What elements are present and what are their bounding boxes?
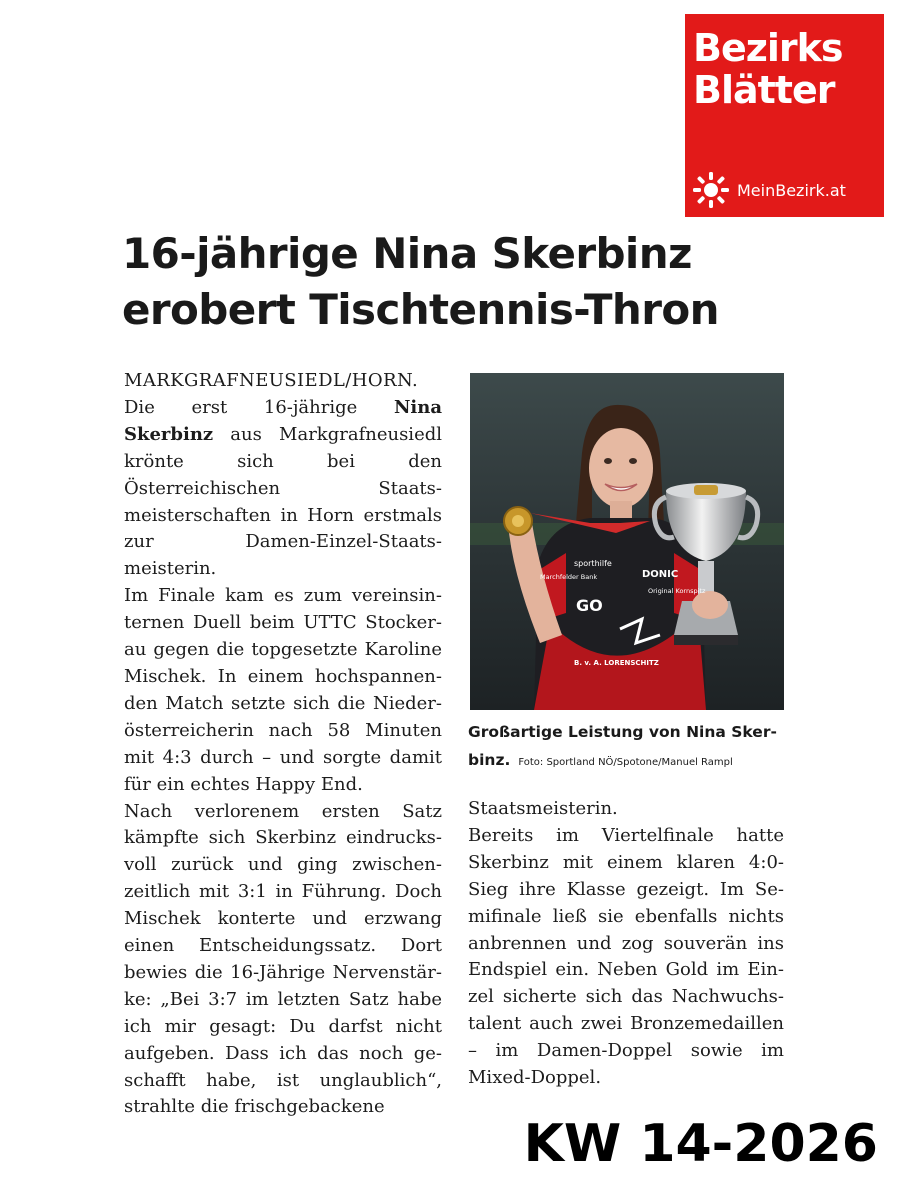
shirt-sponsor-1: sporthilfe	[574, 559, 612, 568]
p1-after: aus Markgrafneusiedl krönte sich bei den Österreichischen Staatsmeisterschaften in Horn erstmals zur Damen-Einzel-Staatsmeisterin.	[124, 423, 442, 580]
paragraph-2: Im Finale kam es zum vereinsinternen Duell beim UTTC Stockerau gegen die topgesetzte Karoline Mischek. In einem hochspannenden Match setzte sich die Niederösterreicherin nach 58 Minuten mit 4:3 durch – und sorgte damit für ein echtes Happy End.	[124, 585, 442, 795]
photo-credit: Foto: Sportland NÖ/Spotone/Manuel Rampl	[518, 757, 733, 768]
shirt-sponsor-2: Marchfelder Bank	[540, 573, 598, 581]
athlete-name: Nina Skerbinz	[124, 396, 442, 445]
headline	[122, 226, 822, 338]
shirt-sponsor-5: GO	[576, 596, 603, 615]
caption-text: Großartige Leistung von Nina Skerbinz.	[468, 723, 777, 769]
paragraph-5: Bereits im Viertelfinale hatte Skerbinz mit einem klaren 4:0-Sieg ihre Klasse gezeigt. Im Semifinale ließ sie ebenfalls nichts anbrennen und zog souverän ins Endspiel ein. Neben Gold im Einzel sicherte sich das Nachwuchstalent auch zwei Bronzemedaillen – im Damen-Doppel sowie im Mixed-Doppel.	[468, 824, 784, 1089]
headline-line1: 16-jährige Nina Skerbinz	[122, 229, 692, 278]
issue-label: KW 14-2026	[523, 1114, 878, 1174]
shirt-sponsor-6: B. v. A. LORENSCHITZ	[574, 659, 659, 667]
paragraph-1	[124, 395, 442, 583]
photo-illustration	[470, 373, 784, 710]
logo-url: MeinBezirk.at	[737, 180, 846, 200]
paragraph-3: Nach verlorenem ersten Satz kämpfte sich Skerbinz eindrucksvoll zurück und ging zwischenzeitlich mit 3:1 in Führung. Doch Mischek konterte und erzwang einen Entscheidungssatz. Dort bewies die 16-Jährige Nervenstärke: „Bei 3:7 im letzten Satz habe ich mir gesagt: Du darfst nicht aufgeben. Dass ich das noch geschafft habe, ist unglaublich“, strahlte die frischgebackene	[124, 800, 442, 1118]
article-column-left	[124, 368, 442, 1121]
logo-footer	[691, 170, 846, 210]
logo-text-line1: Bezirks	[693, 26, 843, 70]
paragraph-4: Staatsmeisterin.	[468, 798, 618, 819]
meinbezirk-sun-icon	[691, 170, 731, 210]
bezirksblaetter-logo	[685, 14, 884, 217]
shirt-sponsor-3: DONIC	[642, 569, 679, 580]
headline-line2: erobert Tischtennis-Thron	[122, 285, 719, 334]
photo-caption	[468, 718, 786, 777]
article-column-right	[468, 796, 784, 1092]
logo-text-line2: Blätter	[693, 68, 835, 112]
dateline: MARKGRAFNEUSIEDL/HORN.	[124, 370, 419, 391]
p1-before: Die erst 16-jährige	[124, 396, 394, 418]
shirt-sponsor-4: Original Kornspitz	[648, 587, 706, 595]
article-photo	[470, 373, 784, 710]
